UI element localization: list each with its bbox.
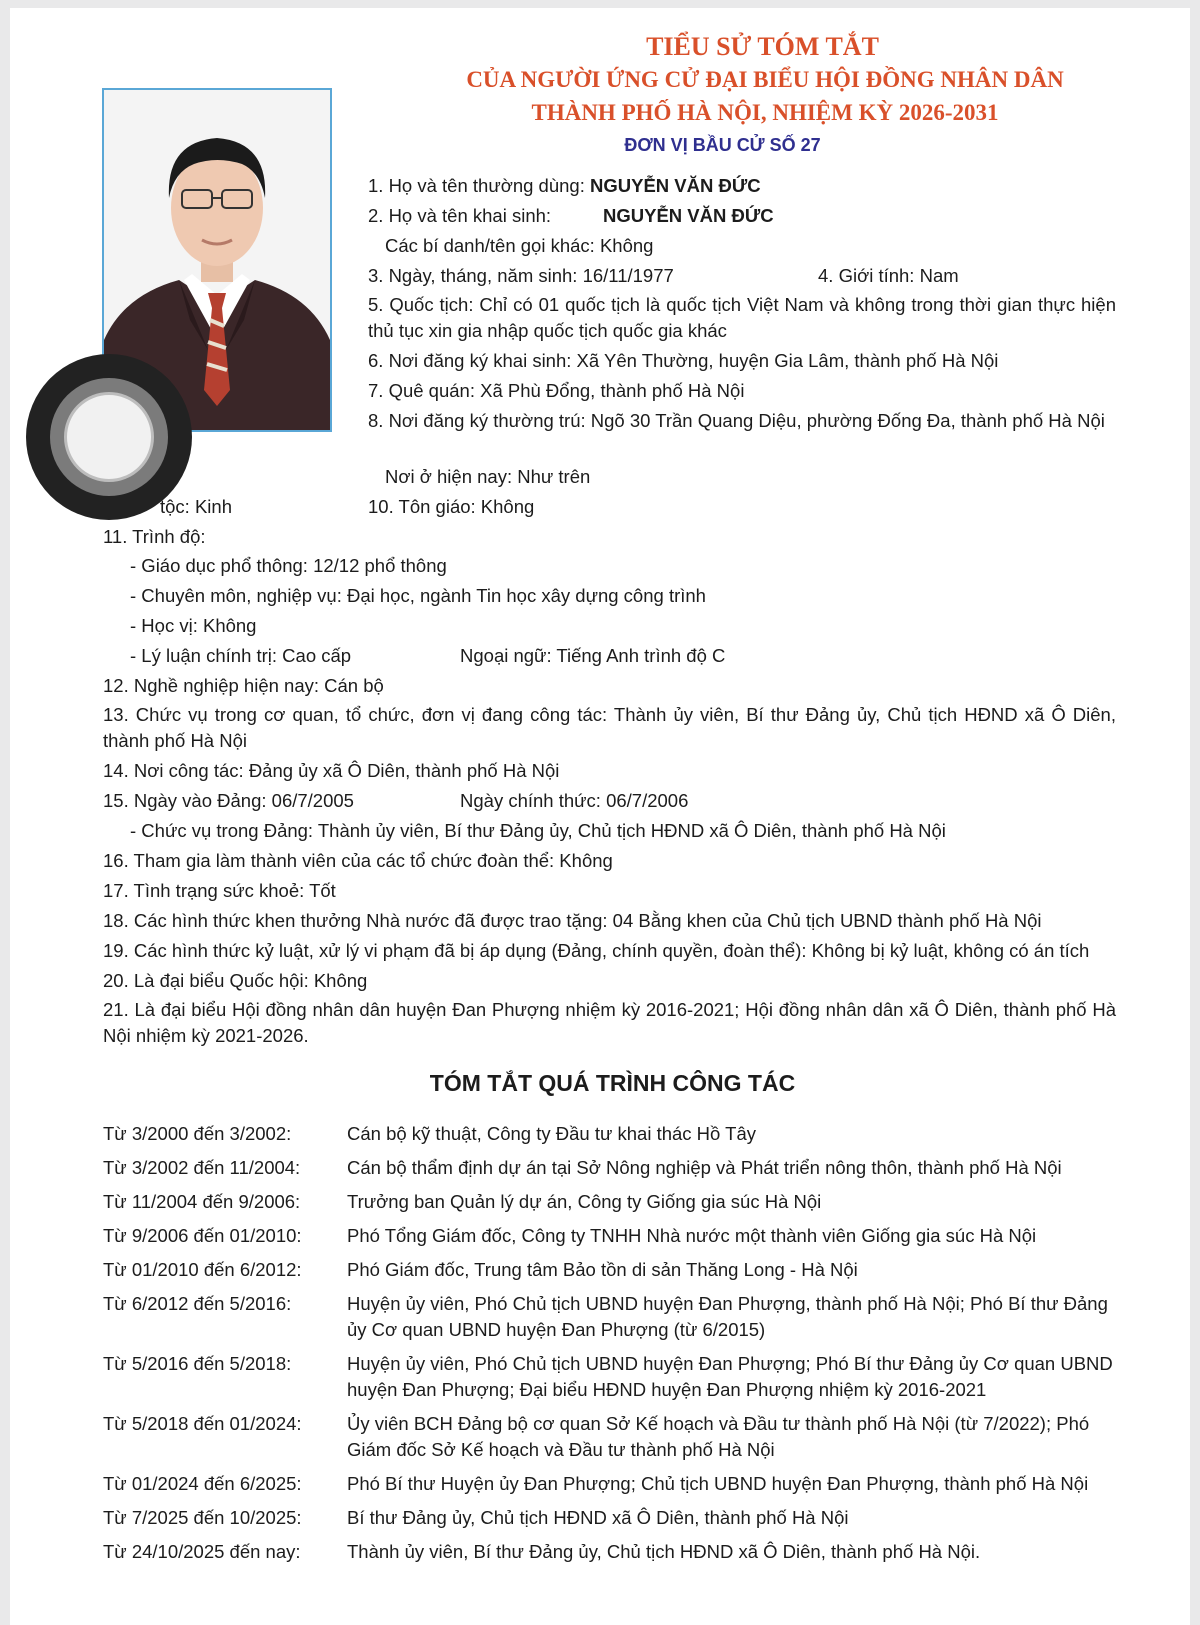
- career-description: Huyện ủy viên, Phó Chủ tịch UBND huyện Đan Phượng; Phó Bí thư Đảng ủy Cơ quan UBND huyện Đan Phượng; Đại biểu HĐND huyện Đan Phượng nhiệm kỳ 2016-2021: [347, 1353, 1113, 1400]
- specialty: - Chuyên môn, nghiệp vụ: Đại học, ngành Tin học xây dựng công trình: [130, 585, 706, 606]
- aliases: Các bí danh/tên gọi khác: Không: [385, 235, 654, 256]
- career-description: Ủy viên BCH Đảng bộ cơ quan Sở Kế hoạch và Đầu tư thành phố Hà Nội (từ 7/2022); Phó Giám đốc Sở Kế hoạch và Đầu tư thành phố Hà Nội: [347, 1413, 1090, 1460]
- document-subtitle-line1: CỦA NGƯỜI ỨNG CỬ ĐẠI BIỂU HỘI ĐỒNG NHÂN DÂN: [466, 67, 1064, 92]
- occupation: 12. Nghề nghiệp hiện nay: Cán bộ: [103, 675, 384, 696]
- sticker-center: [64, 392, 154, 482]
- career-description: Thành ủy viên, Bí thư Đảng ủy, Chủ tịch HĐND xã Ô Diên, thành phố Hà Nội.: [347, 1541, 981, 1562]
- career-description: Phó Bí thư Huyện ủy Đan Phượng; Chủ tịch UBND huyện Đan Phượng, thành phố Hà Nội: [347, 1473, 1089, 1494]
- document-title: TIỂU SỬ TÓM TẮT: [646, 32, 879, 61]
- career-period: Từ 3/2000 đến 3/2002:: [103, 1123, 292, 1144]
- discipline: 19. Các hình thức kỷ luật, xử lý vi phạm đã bị áp dụng (Đảng, chính quyền, đoàn thể): Không bị kỷ luật, không có án tích: [103, 940, 1090, 961]
- career-section-title: TÓM TẮT QUÁ TRÌNH CÔNG TÁC: [429, 1070, 796, 1096]
- common-name-label: 1. Họ và tên thường dùng:: [368, 175, 585, 196]
- ethnicity: tộc: Kinh: [160, 496, 232, 517]
- common-name-value: NGUYỄN VĂN ĐỨC: [590, 175, 761, 196]
- residence: 8. Nơi đăng ký thường trú: Ngõ 30 Trần Quang Diệu, phường Đống Đa, thành phố Hà Nội: [368, 410, 1105, 431]
- party-position: - Chức vụ trong Đảng: Thành ủy viên, Bí thư Đảng ủy, Chủ tịch HĐND xã Ô Diên, thành phố Hà Nội: [130, 820, 946, 841]
- health-status: 17. Tình trạng sức khoẻ: Tốt: [103, 880, 336, 901]
- career-period: Từ 7/2025 đến 10/2025:: [103, 1507, 302, 1528]
- birth-name-label: 2. Họ và tên khai sinh:: [368, 205, 552, 226]
- career-description: Phó Tổng Giám đốc, Công ty TNHH Nhà nước một thành viên Giống gia súc Hà Nội: [347, 1225, 1037, 1246]
- career-description: Phó Giám đốc, Trung tâm Bảo tồn di sản Thăng Long - Hà Nội: [347, 1259, 858, 1280]
- academic-degree: - Học vị: Không: [130, 615, 257, 636]
- awards: 18. Các hình thức khen thưởng Nhà nước đã được trao tặng: 04 Bằng khen của Chủ tịch UBND thành phố Hà Nội: [103, 910, 1042, 931]
- career-description: Huyện ủy viên, Phó Chủ tịch UBND huyện Đan Phượng, thành phố Hà Nội; Phó Bí thư Đảng ủy Cơ quan UBND huyện Đan Phượng (từ 6/2015): [347, 1293, 1108, 1340]
- mass-organizations: 16. Tham gia làm thành viên của các tổ chức đoàn thể: Không: [103, 850, 613, 871]
- education-label: 11. Trình độ:: [103, 526, 206, 547]
- electoral-unit: ĐƠN VỊ BẦU CỬ SỐ 27: [624, 135, 821, 155]
- gender: 4. Giới tính: Nam: [818, 265, 959, 286]
- career-period: Từ 24/10/2025 đến nay:: [103, 1541, 301, 1562]
- current-position: 13. Chức vụ trong cơ quan, tổ chức, đơn vị đang công tác: Thành ủy viên, Bí thư Đảng ủy, Chủ tịch HĐND xã Ô Diên, thành phố Hà Nội: [103, 704, 1116, 751]
- political-theory: - Lý luận chính trị: Cao cấp: [130, 645, 352, 666]
- current-residence: Nơi ở hiện nay: Như trên: [385, 466, 591, 487]
- common-name-row: [368, 173, 761, 199]
- birth-name-value: NGUYỄN VĂN ĐỨC: [603, 205, 774, 226]
- career-description: Trưởng ban Quản lý dự án, Công ty Giống gia súc Hà Nội: [347, 1191, 822, 1212]
- career-period: Từ 01/2024 đến 6/2025:: [103, 1473, 302, 1494]
- hometown: 7. Quê quán: Xã Phù Đổng, thành phố Hà Nội: [368, 380, 745, 401]
- career-description: Cán bộ thẩm định dự án tại Sở Nông nghiệp và Phát triển nông thôn, thành phố Hà Nội: [347, 1157, 1062, 1178]
- birth-registration: 6. Nơi đăng ký khai sinh: Xã Yên Thường, huyện Gia Lâm, thành phố Hà Nội: [368, 350, 999, 371]
- foreign-language: Ngoại ngữ: Tiếng Anh trình độ C: [460, 645, 726, 666]
- party-official-date: Ngày chính thức: 06/7/2006: [460, 790, 689, 811]
- career-period: Từ 9/2006 đến 01/2010:: [103, 1225, 302, 1246]
- council-deputy: 21. Là đại biểu Hội đồng nhân dân huyện Đan Phượng nhiệm kỳ 2016-2021; Hội đồng nhân dân xã Ô Diên, thành phố Hà Nội nhiệm kỳ 2021-2026.: [103, 999, 1116, 1046]
- career-period: Từ 01/2010 đến 6/2012:: [103, 1259, 302, 1280]
- party-join-date: 15. Ngày vào Đảng: 06/7/2005: [103, 790, 354, 811]
- career-description: Bí thư Đảng ủy, Chủ tịch HĐND xã Ô Diên, thành phố Hà Nội: [347, 1507, 849, 1528]
- career-period: Từ 11/2004 đến 9/2006:: [103, 1191, 301, 1212]
- career-period: Từ 5/2018 đến 01/2024:: [103, 1413, 302, 1434]
- career-description: Cán bộ kỹ thuật, Công ty Đầu tư khai thác Hồ Tây: [347, 1123, 756, 1144]
- national-assembly-deputy: 20. Là đại biểu Quốc hội: Không: [103, 970, 368, 991]
- document-subtitle-line2: THÀNH PHỐ HÀ NỘI, NHIỆM KỲ 2026-2031: [531, 100, 999, 125]
- career-period: Từ 6/2012 đến 5/2016:: [103, 1293, 292, 1314]
- date-of-birth: 3. Ngày, tháng, năm sinh: 16/11/1977: [368, 265, 674, 286]
- general-education: - Giáo dục phổ thông: 12/12 phổ thông: [130, 555, 447, 576]
- religion: 10. Tôn giáo: Không: [368, 496, 535, 517]
- workplace: 14. Nơi công tác: Đảng ủy xã Ô Diên, thành phố Hà Nội: [103, 760, 560, 781]
- career-period: Từ 5/2016 đến 5/2018:: [103, 1353, 292, 1374]
- career-period: Từ 3/2002 đến 11/2004:: [103, 1157, 301, 1178]
- nationality: 5. Quốc tịch: Chỉ có 01 quốc tịch là quốc tịch Việt Nam và không trong thời gian thực hiện thủ tục xin gia nhập quốc tịch quốc gia khác: [368, 294, 1116, 341]
